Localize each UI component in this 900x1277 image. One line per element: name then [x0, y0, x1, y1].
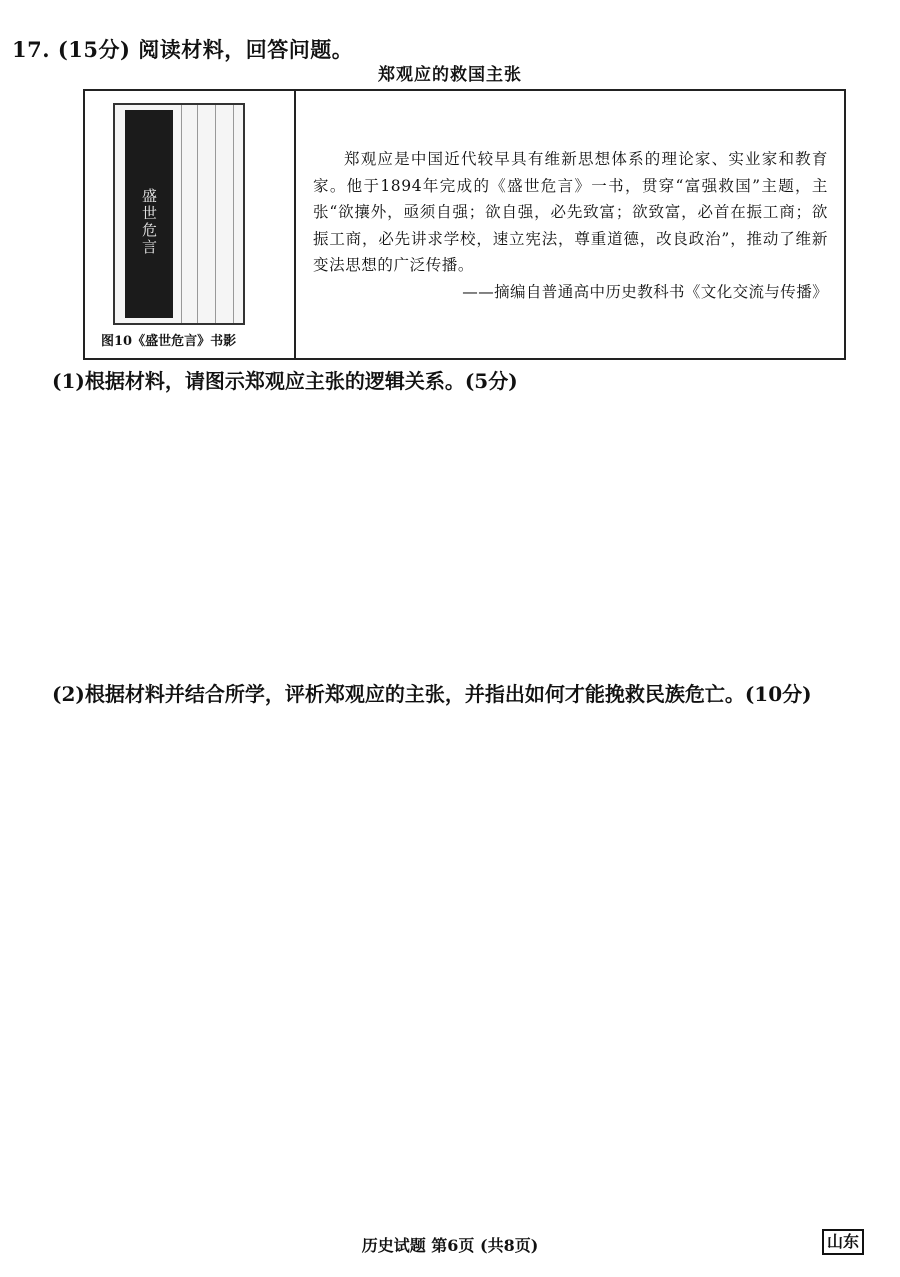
sub-question-1: (1)根据材料，请图示郑观应主张的逻辑关系。(5分) [52, 369, 518, 393]
material-box [83, 89, 846, 360]
region-tag: 山东 [822, 1229, 864, 1255]
page-edge-line [233, 105, 234, 323]
book-photo [113, 103, 245, 325]
page-footer: 历史试题 第6页 (共8页) [361, 1236, 539, 1255]
page-edge-line [181, 105, 182, 323]
figure-caption: 图10《盛世危言》书影 [101, 334, 237, 349]
material-text-panel [313, 146, 828, 305]
book-cover-image [113, 103, 251, 393]
material-paragraph: 郑观应是中国近代较早具有维新思想体系的理论家、实业家和教育家。他于1894年完成的《盛世危言》一书，贯穿“富强救国”主题，主张“欲攘外，亟须自强；欲自强，必先致富；欲致富，必首在振工商；欲振工商，必先讲求学校，速立宪法，尊重道德，改良政治”，推动了维新变法思想的广泛传播。 [313, 150, 828, 274]
figure-panel [85, 91, 296, 358]
book-title-label: 盛世危言 [125, 110, 173, 318]
material-title: 郑观应的救国主张 [378, 65, 522, 85]
question-header: 17. (15分) 阅读材料，回答问题。 [12, 37, 354, 62]
page-edge-line [215, 105, 216, 323]
material-source: ——摘编自普通高中历史教科书《文化交流与传播》 [462, 282, 828, 301]
sub-question-2: (2)根据材料并结合所学，评析郑观应的主张，并指出如何才能挽救民族危亡。(10分) [52, 682, 812, 706]
page-edge-line [197, 105, 198, 323]
